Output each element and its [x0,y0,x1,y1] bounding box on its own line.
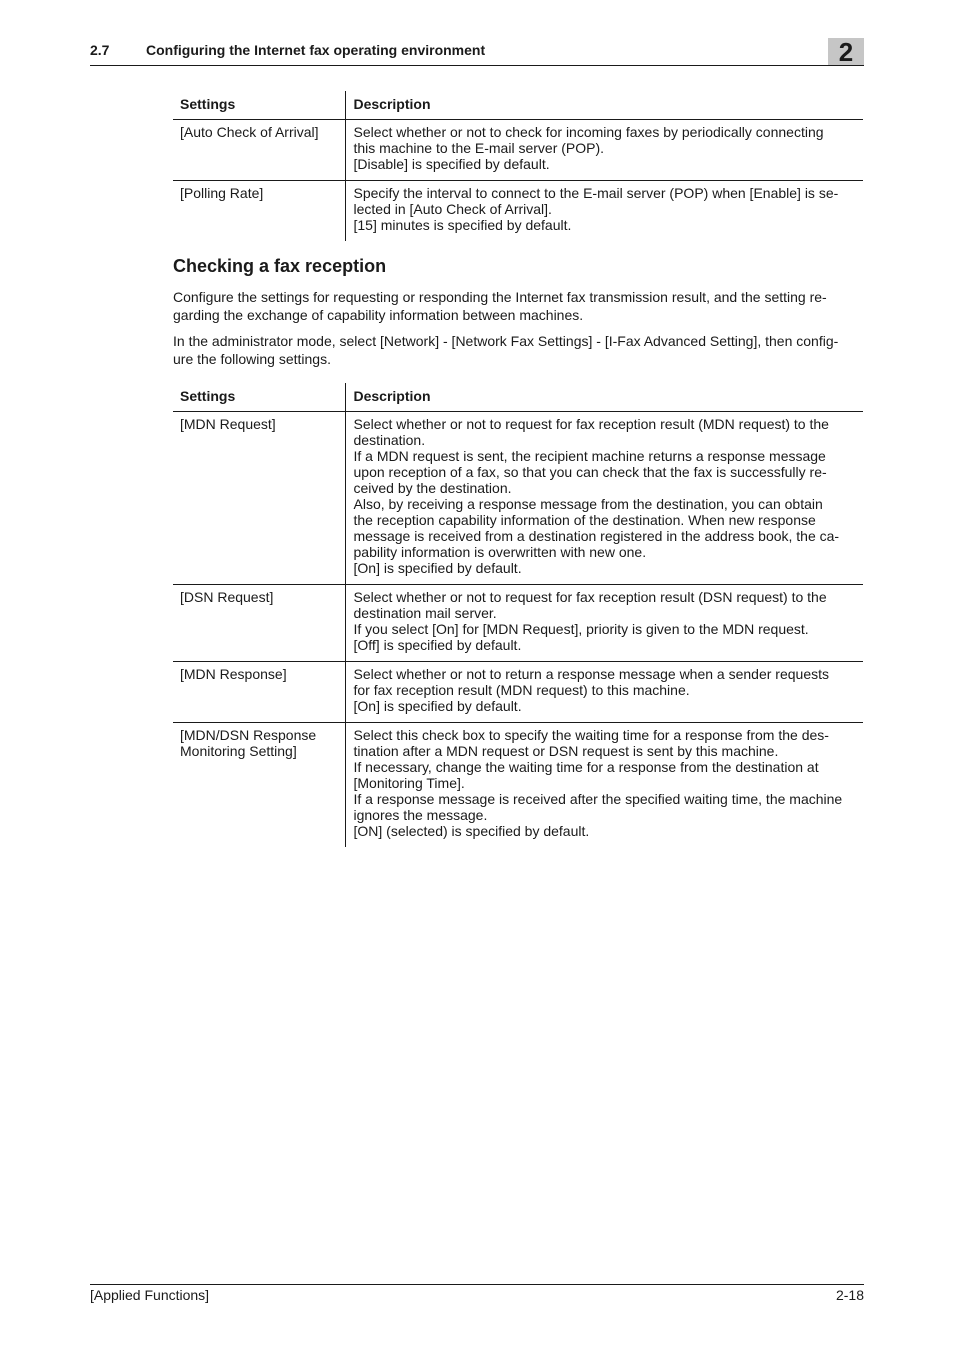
instruction-paragraph [173,332,865,368]
paragraph-line: Configure the settings for requesting or responding the Internet fax transmission result, and the setting re- [173,289,827,305]
description-line: [Monitoring Time]. [353,775,465,791]
setting-description [345,120,863,181]
description-line: destination mail server. [353,605,497,621]
table-header-row [173,91,863,120]
setting-name-line: [MDN Request] [180,416,276,432]
section-heading: Checking a fax reception [173,256,387,276]
description-line: lected in [Auto Check of Arrival]. [353,201,552,217]
column-header-description: Description [345,91,863,120]
intro-paragraph [173,288,865,324]
settings-table-auto-check [173,91,863,241]
settings-table-fax-reception [173,383,863,847]
chapter-badge: 2 [828,38,864,65]
description-line: Select whether or not to request for fax reception result (DSN request) to the [353,589,827,605]
setting-name [173,662,345,723]
table-row [173,585,863,662]
table-row [173,662,863,723]
setting-description [345,412,863,585]
table-row [173,181,863,242]
description-line: pability information is overwritten with new one. [353,544,647,560]
description-line: tination after a MDN request or DSN request is sent by this machine. [353,743,779,759]
column-header-settings: Settings [173,383,345,412]
description-line: this machine to the E-mail server (POP). [353,140,605,156]
table-row [173,120,863,181]
description-line: If a MDN request is sent, the recipient machine returns a response message [353,448,826,464]
description-line: Select whether or not to check for incoming faxes by periodically connecting [353,124,824,140]
setting-name [173,412,345,585]
description-line: message is received from a destination registered in the address book, the ca- [353,528,840,544]
setting-name-line: [MDN Response] [180,666,287,682]
description-line: Also, by receiving a response message from the destination, you can obtain [353,496,823,512]
description-line: If a response message is received after the specified waiting time, the machine [353,791,843,807]
description-line: upon reception of a fax, so that you can check that the fax is successfully re- [353,464,827,480]
column-header-description: Description [345,383,863,412]
description-line: destination. [353,432,426,448]
page-footer [90,1284,864,1303]
column-header-settings: Settings [173,91,345,120]
setting-description [345,723,863,848]
setting-description [345,181,863,242]
setting-description [345,585,863,662]
description-line: Select whether or not to return a response message when a sender requests [353,666,829,682]
description-line: If necessary, change the waiting time for a response from the destination at [353,759,819,775]
section-title: Configuring the Internet fax operating environment [146,42,486,58]
description-line: [15] minutes is specified by default. [353,217,572,233]
page-number: 2-18 [835,1287,864,1303]
description-line: Select this check box to specify the waiting time for a response from the des- [353,727,829,743]
paragraph-line: ure the following settings. [173,351,331,367]
description-line: the reception capability information of the destination. When new response [353,512,816,528]
setting-name: [Auto Check of Arrival] [173,120,345,181]
setting-description [345,662,863,723]
description-line: ignores the message. [353,807,488,823]
setting-name [173,585,345,662]
description-line: [On] is specified by default. [353,698,522,714]
description-line: for fax reception result (MDN request) to this machine. [353,682,690,698]
description-line: [Disable] is specified by default. [353,156,550,172]
section-number: 2.7 [90,42,110,58]
setting-name: [Polling Rate] [173,181,345,242]
setting-name-line: [DSN Request] [180,589,274,605]
description-line: Specify the interval to connect to the E-mail server (POP) when [Enable] is se- [353,185,839,201]
description-line: [ON] (selected) is specified by default. [353,823,590,839]
table-row [173,412,863,585]
description-line: [Off] is specified by default. [353,637,522,653]
description-line: If you select [On] for [MDN Request], priority is given to the MDN request. [353,621,809,637]
footer-manual-name: [Applied Functions] [90,1287,210,1303]
setting-name-line: Monitoring Setting] [180,743,297,759]
table-row [173,723,863,848]
paragraph-line: In the administrator mode, select [Network] - [Network Fax Settings] - [I-Fax Advanced Setting], then config- [173,333,839,349]
paragraph-line: garding the exchange of capability information between machines. [173,307,584,323]
table-header-row [173,383,863,412]
description-line: [On] is specified by default. [353,560,522,576]
setting-name-line: [MDN/DSN Response [180,727,317,743]
setting-name [173,723,345,848]
description-line: Select whether or not to request for fax reception result (MDN request) to the [353,416,829,432]
description-line: ceived by the destination. [353,480,512,496]
page-header [90,38,864,66]
